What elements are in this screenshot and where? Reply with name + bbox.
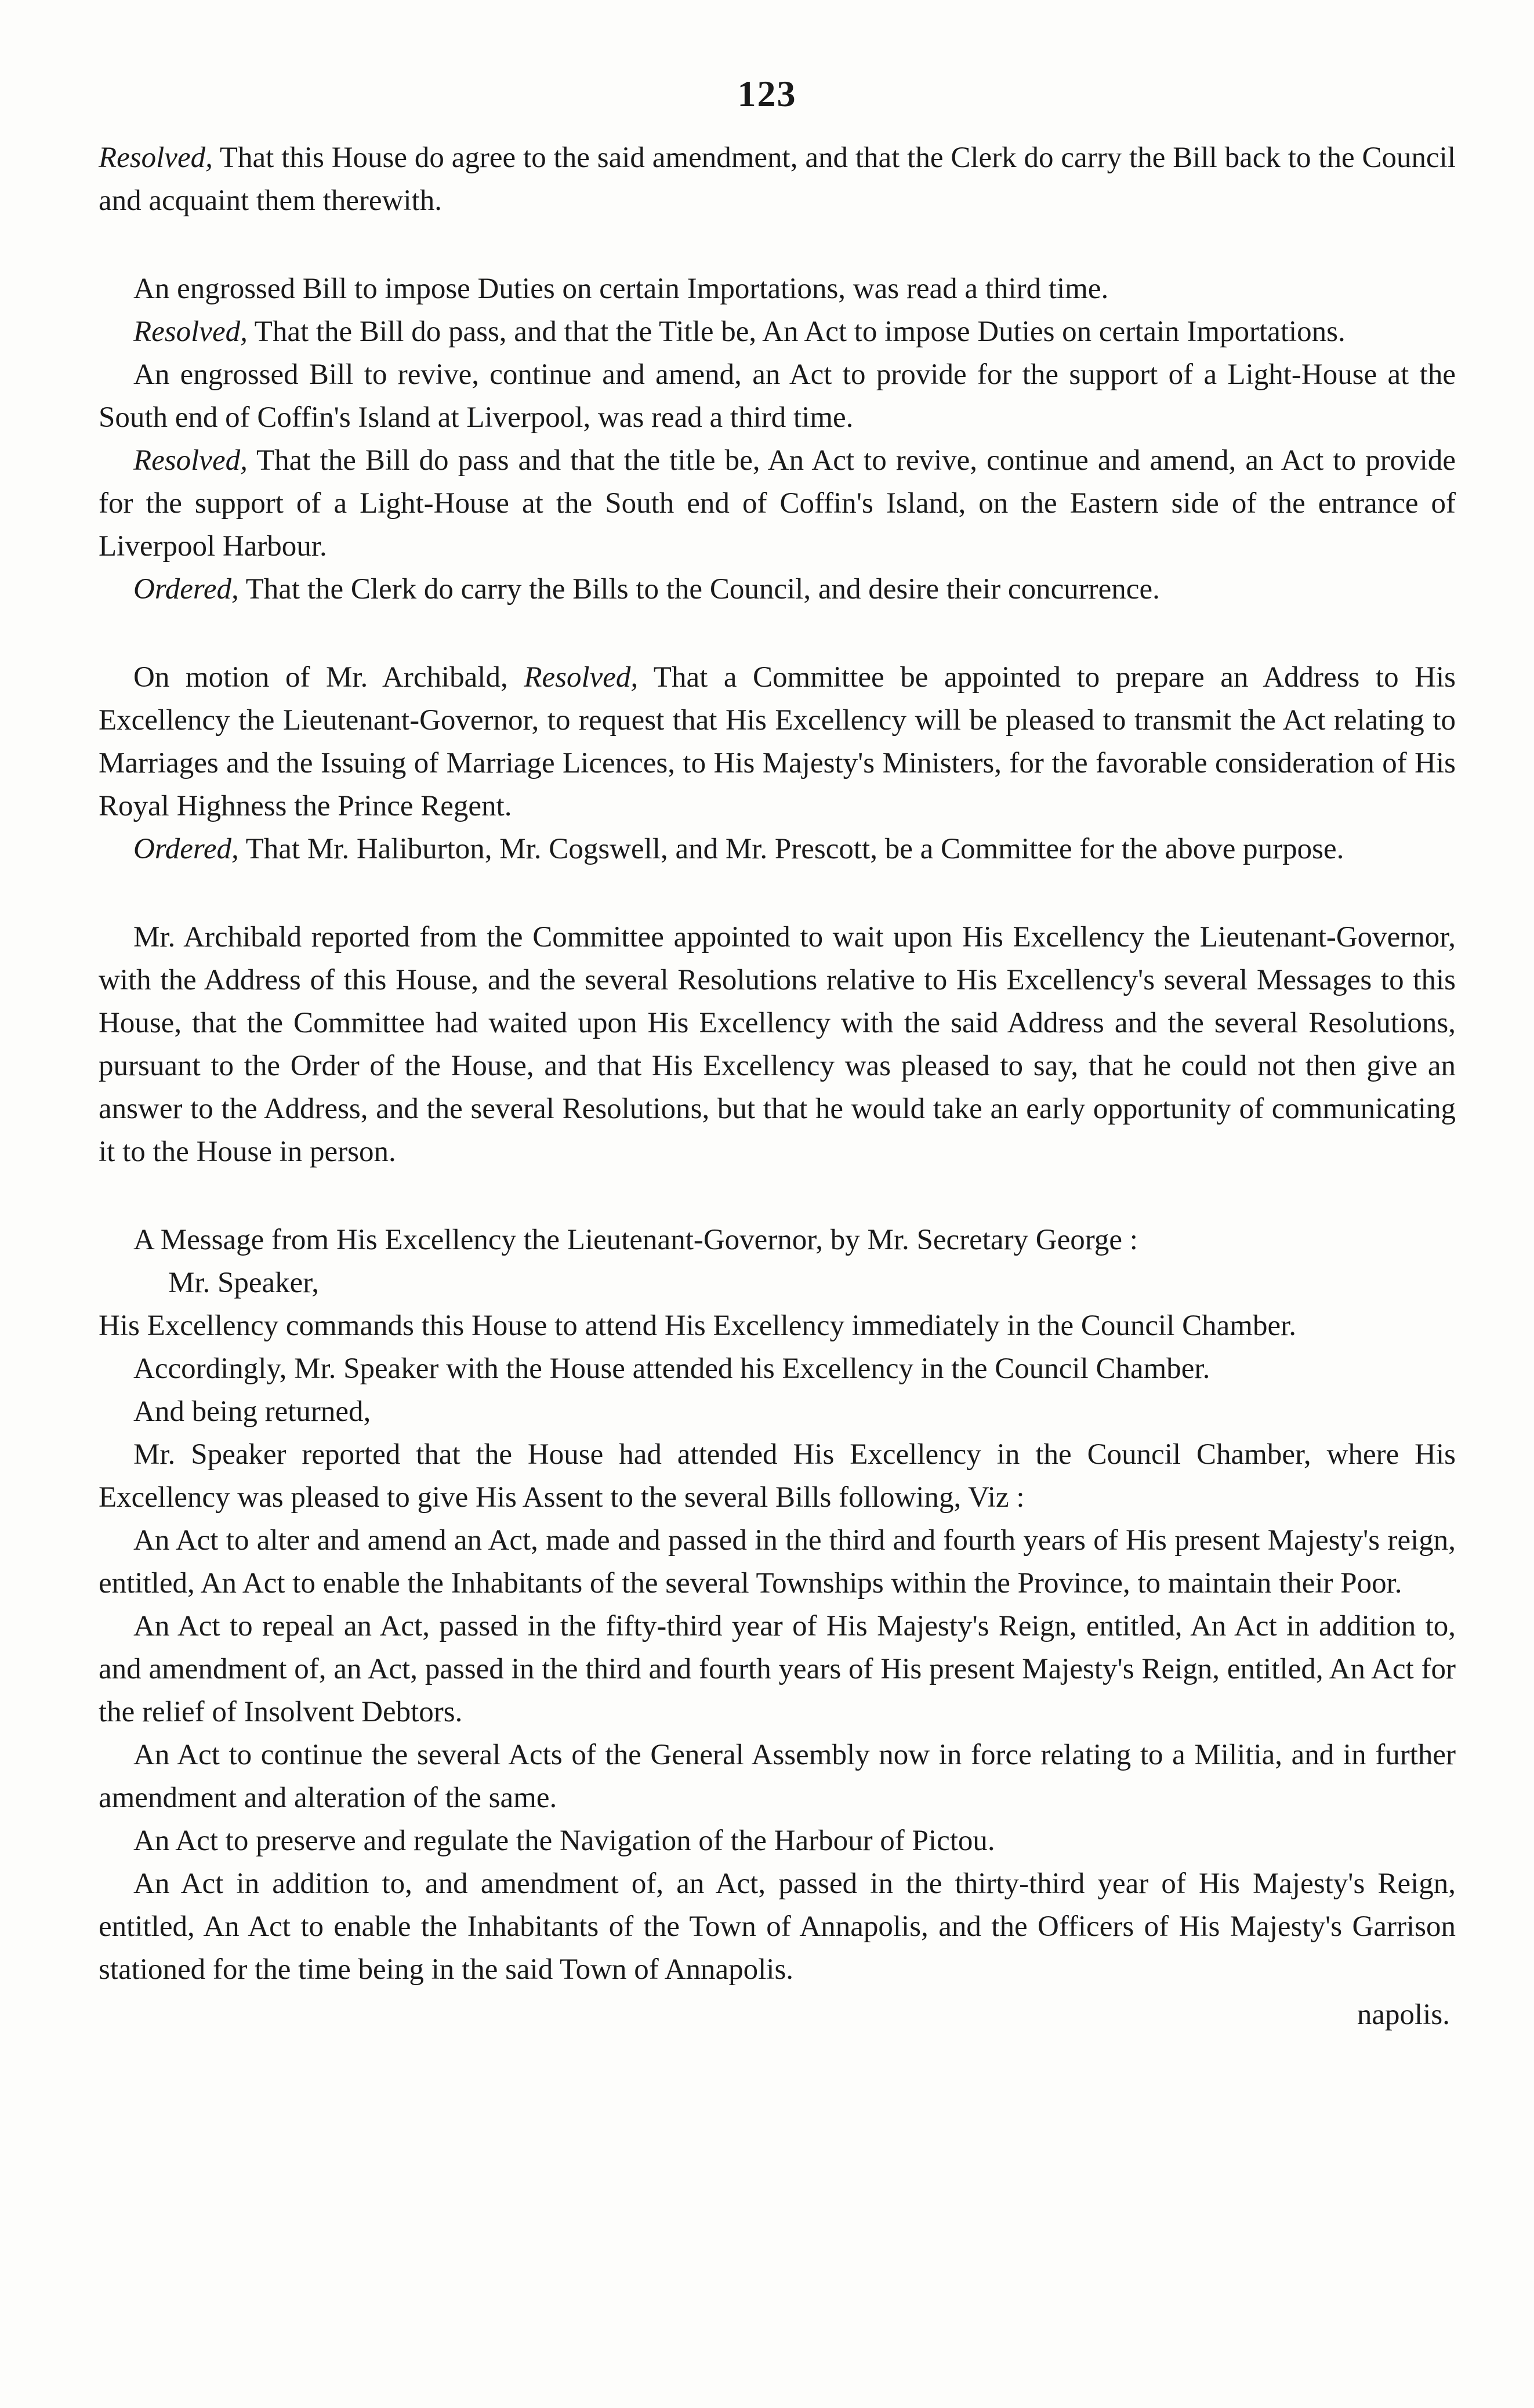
paragraph-body: That the Bill do pass, and that the Title be, An Act to impose Duties on certain Importations. bbox=[254, 315, 1346, 348]
paragraph-lead: Resolved, bbox=[99, 142, 213, 174]
journal-text bbox=[99, 136, 1456, 2036]
paragraph-lead: Resolved, bbox=[133, 444, 248, 477]
paragraph-act-militia bbox=[99, 1734, 1456, 1819]
paragraph-body: An engrossed Bill to impose Duties on certain Importations, was read a third time. bbox=[133, 273, 1109, 305]
paragraph-body: An Act to alter and amend an Act, made and passed in the third and fourth years of His present Majesty's reign, entitled, An Act to enable the Inhabitants of the several Townships within the Province, to maintain their Poor. bbox=[99, 1524, 1456, 1600]
paragraph-body: That this House do agree to the said amendment, and that the Clerk do carry the Bill back to the Council and acquaint them therewith. bbox=[99, 142, 1456, 217]
paragraph-resolved-duties-pass bbox=[99, 310, 1456, 353]
paragraph-resolved-agree-amendment bbox=[99, 136, 1456, 222]
paragraph-mr-speaker bbox=[99, 1261, 1456, 1304]
paragraph-body: His Excellency commands this House to attend His Excellency immediately in the Council Chamber. bbox=[99, 1310, 1297, 1342]
paragraph-body: Mr. Speaker reported that the House had attended His Excellency in the Council Chamber, where His Excellency was pleased to give His Assent to the several Bills following, Viz : bbox=[99, 1438, 1456, 1514]
paragraph-lead: Ordered, bbox=[133, 833, 239, 865]
paragraph-body: Accordingly, Mr. Speaker with the House attended his Excellency in the Council Chamber. bbox=[133, 1352, 1210, 1385]
paragraph-archibald-report bbox=[99, 916, 1456, 1173]
paragraph-body: Mr. Archibald reported from the Committee appointed to wait upon His Excellency the Lieutenant-Governor, with the Address of this House, and the several Resolutions relative to His Excellency's several Messages to this House, that the Committee had waited upon His Excellency with the said Address and the several Resolutions, pursuant to the Order of the House, and that His Excellency was pleased to say, that he could not then give an answer to the Address, and the several Resolutions, but that he would take an early opportunity of communicating it to the House in person. bbox=[99, 921, 1456, 1168]
paragraph-lead: Resolved, bbox=[524, 661, 639, 694]
page-number: 123 bbox=[737, 73, 797, 114]
paragraph-ordered-carry-bills bbox=[99, 568, 1456, 611]
paragraph-act-pictou bbox=[99, 1819, 1456, 1862]
paragraph-act-insolvent-debtors bbox=[99, 1605, 1456, 1734]
paragraph-pre: On motion of Mr. Archibald, bbox=[133, 661, 508, 694]
paragraph-body: An Act to preserve and regulate the Navigation of the Harbour of Pictou. bbox=[133, 1825, 995, 1857]
paragraph-speaker-reported bbox=[99, 1433, 1456, 1519]
paragraph-body: That the Bill do pass and that the title be, An Act to revive, continue and amend, an Act to provide for the support of a Light-House at the South end of Coffin's Island, on the Eastern side of the entrance of Liverpool Harbour. bbox=[99, 444, 1456, 563]
paragraph-duties-bill-read bbox=[99, 267, 1456, 310]
paragraph-act-annapolis bbox=[99, 1862, 1456, 1991]
paragraph-accordingly bbox=[99, 1347, 1456, 1390]
paragraph-body: That a Committee be appointed to prepare an Address to His Excellency the Lieutenant-Governor, to request that His Excellency will be pleased to transmit the Act relating to Marriages and the Issuing of Marriage Licences, to His Majesty's Ministers, for the favorable consideration of His Royal Highness the Prince Regent. bbox=[99, 661, 1456, 822]
paragraph-lighthouse-bill-read bbox=[99, 353, 1456, 439]
paragraph-body: An engrossed Bill to revive, continue and amend, an Act to provide for the support of a Light-House at the South end of Coffin's Island at Liverpool, was read a third time. bbox=[99, 358, 1456, 434]
paragraph-act-poor bbox=[99, 1519, 1456, 1605]
paragraph-message-governor bbox=[99, 1218, 1456, 1261]
paragraph-ordered-committee bbox=[99, 828, 1456, 871]
paragraph-body: That Mr. Haliburton, Mr. Cogswell, and Mr. Prescott, be a Committee for the above purpose. bbox=[245, 833, 1344, 865]
paragraph-body: Mr. Speaker, bbox=[168, 1267, 319, 1299]
paragraph-lead: Ordered, bbox=[133, 573, 239, 605]
paragraph-motion-archibald bbox=[99, 656, 1456, 828]
paragraph-being-returned bbox=[99, 1390, 1456, 1433]
paragraph-excellency-commands bbox=[99, 1304, 1456, 1347]
paragraph-body: An Act to continue the several Acts of the General Assembly now in force relating to a Militia, and in further amendment and alteration of the same. bbox=[99, 1739, 1456, 1814]
paragraph-lead: Resolved, bbox=[133, 315, 248, 348]
paragraph-resolved-lighthouse-pass bbox=[99, 439, 1456, 568]
catchword: napolis. bbox=[1357, 1999, 1450, 2031]
paragraph-body: And being returned, bbox=[133, 1395, 371, 1428]
paragraph-body: An Act in addition to, and amendment of, an Act, passed in the thirty-third year of His Majesty's Reign, entitled, An Act to enable the Inhabitants of the Town of Annapolis, and the Officers of His Majesty's Garrison stationed for the time being in the said Town of Annapolis. bbox=[99, 1867, 1456, 1986]
paragraph-body: An Act to repeal an Act, passed in the fifty-third year of His Majesty's Reign, entitled, An Act in addition to, and amendment of, an Act, passed in the third and fourth years of His present Majesty's Reign, entitled, An Act for the relief of Insolvent Debtors. bbox=[99, 1610, 1456, 1728]
paragraph-body: A Message from His Excellency the Lieutenant-Governor, by Mr. Secretary George : bbox=[133, 1224, 1138, 1256]
paragraph-body: That the Clerk do carry the Bills to the Council, and desire their concurrence. bbox=[245, 573, 1160, 605]
